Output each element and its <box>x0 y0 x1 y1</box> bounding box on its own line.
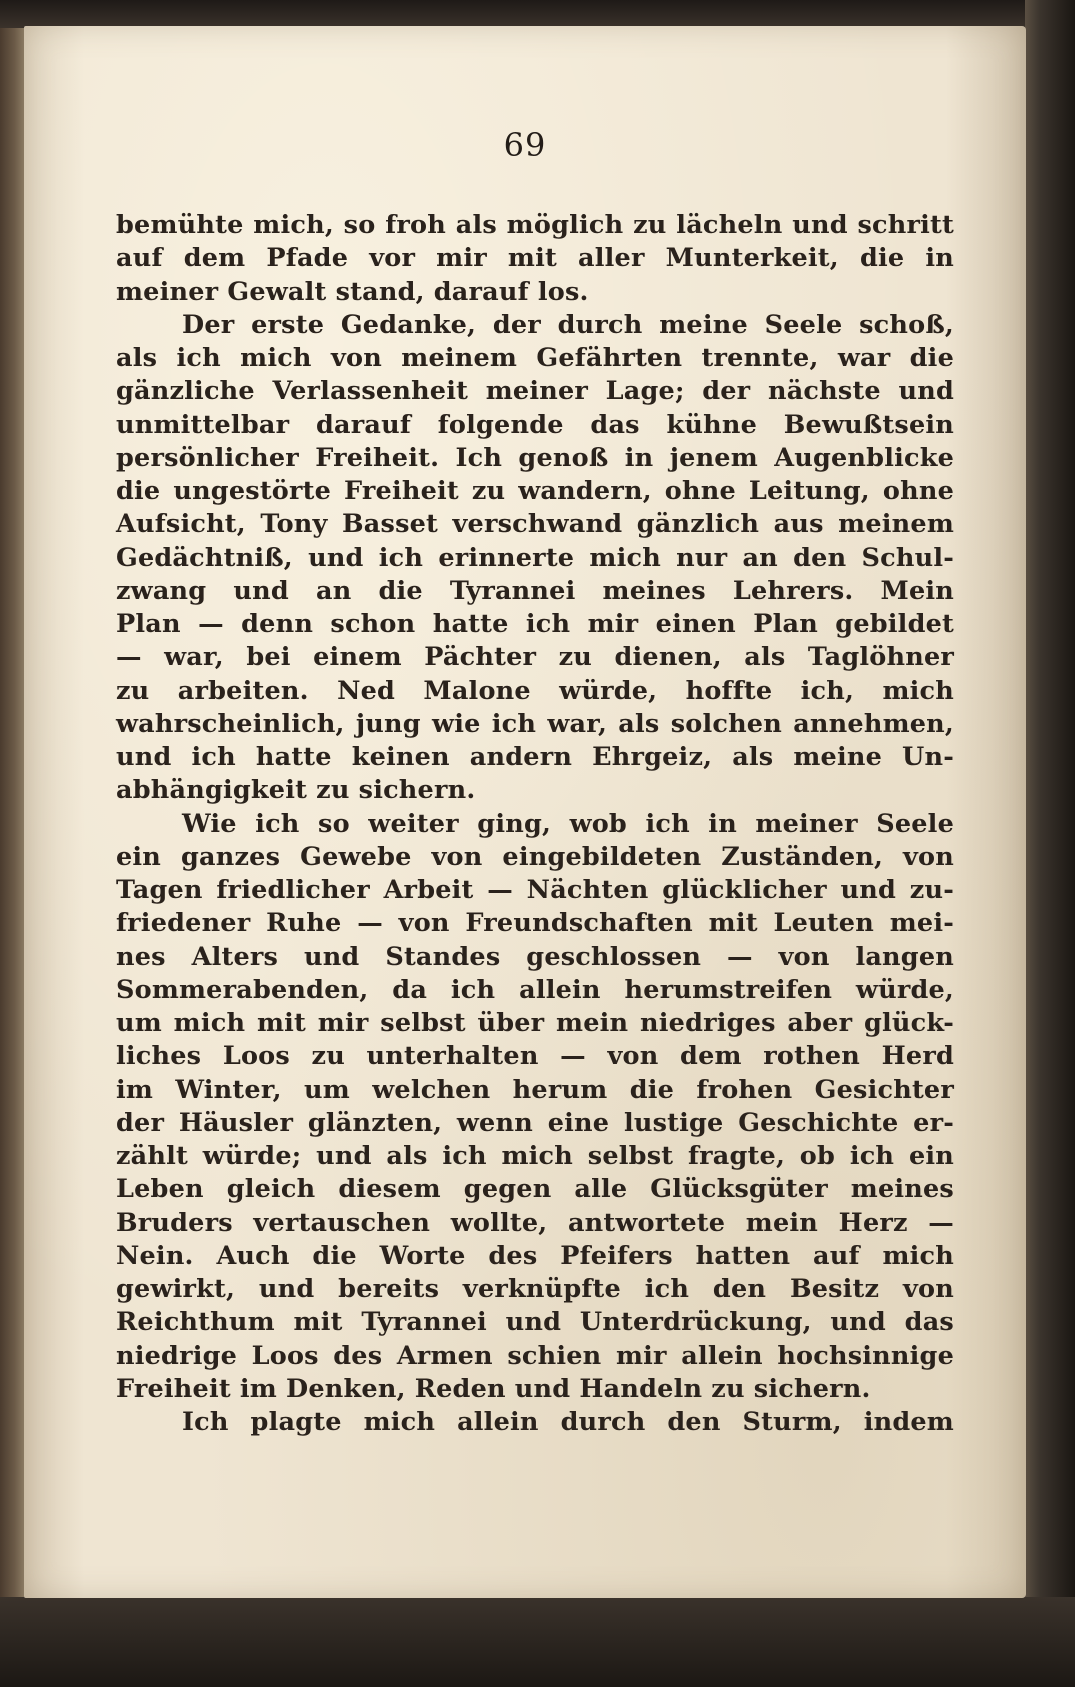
book-spine <box>0 0 24 1687</box>
text-line: der Häusler glänzten, wenn eine lustige Geschichte er- <box>116 1107 954 1138</box>
text-line: nes Alters und Standes geschlossen — von langen <box>116 941 954 972</box>
right-page-edge <box>1025 0 1075 1687</box>
text-line: die ungestörte Freiheit zu wandern, ohne Leitung, ohne <box>116 476 954 506</box>
text-line: bemühte mich, so froh als möglich zu lächeln und schritt <box>116 210 954 240</box>
text-line: Gedächtniß, und ich erinnerte mich nur an den Schul- <box>116 542 954 573</box>
text-line: Ich plagte mich allein durch den Sturm, indem <box>182 1407 954 1437</box>
text-line: Freiheit im Denken, Reden und Handeln zu sichern. <box>116 1373 871 1404</box>
text-line: friedener Ruhe — von Freundschaften mit Leuten mei- <box>116 908 954 939</box>
text-line: unmittelbar darauf folgende das kühne Bewußtsein <box>116 409 954 440</box>
text-line: abhängigkeit zu sichern. <box>116 775 476 806</box>
text-line: im Winter, um welchen herum die frohen Gesichter <box>116 1074 954 1105</box>
body-text <box>116 209 954 1439</box>
text-line: und ich hatte keinen andern Ehrgeiz, als meine Un- <box>116 742 954 772</box>
text-line: Plan — denn schon hatte ich mir einen Plan gebildet <box>116 609 954 639</box>
text-line: niedrige Loos des Armen schien mir allein hochsinnige <box>116 1340 954 1371</box>
book-page <box>24 26 1026 1598</box>
text-line: liches Loos zu unterhalten — von dem rothen Herd <box>116 1041 954 1072</box>
text-line: als ich mich von meinem Gefährten trennte, war die <box>116 343 954 373</box>
text-line: zählt würde; und als ich mich selbst fragte, ob ich ein <box>116 1141 954 1171</box>
text-line: Tagen friedlicher Arbeit — Nächten glücklicher und zu- <box>116 875 954 905</box>
text-line: Nein. Auch die Worte des Pfeifers hatten auf mich <box>116 1240 954 1271</box>
text-line: auf dem Pfade vor mir mit aller Munterkeit, die in <box>116 243 954 274</box>
text-line: persönlicher Freiheit. Ich genoß in jenem Augenblicke <box>116 442 954 473</box>
bottom-edge-shadow <box>0 1597 1075 1687</box>
text-line: Bruders vertauschen wollte, antwortete mein Herz — <box>116 1207 954 1238</box>
page-number: 69 <box>503 126 547 164</box>
text-line: Aufsicht, Tony Basset verschwand gänzlich aus meinem <box>116 509 954 540</box>
text-line: zwang und an die Tyrannei meines Lehrers. Mein <box>116 575 954 606</box>
text-line: wahrscheinlich, jung wie ich war, als solchen annehmen, <box>116 708 954 739</box>
text-line: Leben gleich diesem gegen alle Glücksgüter meines <box>116 1174 954 1205</box>
text-line: — war, bei einem Pächter zu dienen, als Taglöhner <box>116 642 954 673</box>
text-line: gewirkt, und bereits verknüpfte ich den Besitz von <box>116 1274 954 1304</box>
text-line: meiner Gewalt stand, darauf los. <box>116 276 589 307</box>
text-line: Wie ich so weiter ging, wob ich in meiner Seele <box>182 808 954 839</box>
text-line: gänzliche Verlassenheit meiner Lage; der nächste und <box>116 376 954 407</box>
text-line: zu arbeiten. Ned Malone würde, hoffte ich, mich <box>116 675 954 706</box>
text-line: ein ganzes Gewebe von eingebildeten Zuständen, von <box>116 841 954 872</box>
top-edge-shadow <box>0 0 1075 28</box>
text-line: Reichthum mit Tyrannei und Unterdrückung, und das <box>116 1307 954 1338</box>
text-line: um mich mit mir selbst über mein niedriges aber glück- <box>116 1008 954 1038</box>
text-line: Sommerabenden, da ich allein herumstreifen würde, <box>116 974 954 1005</box>
text-line: Der erste Gedanke, der durch meine Seele schoß, <box>182 309 954 340</box>
